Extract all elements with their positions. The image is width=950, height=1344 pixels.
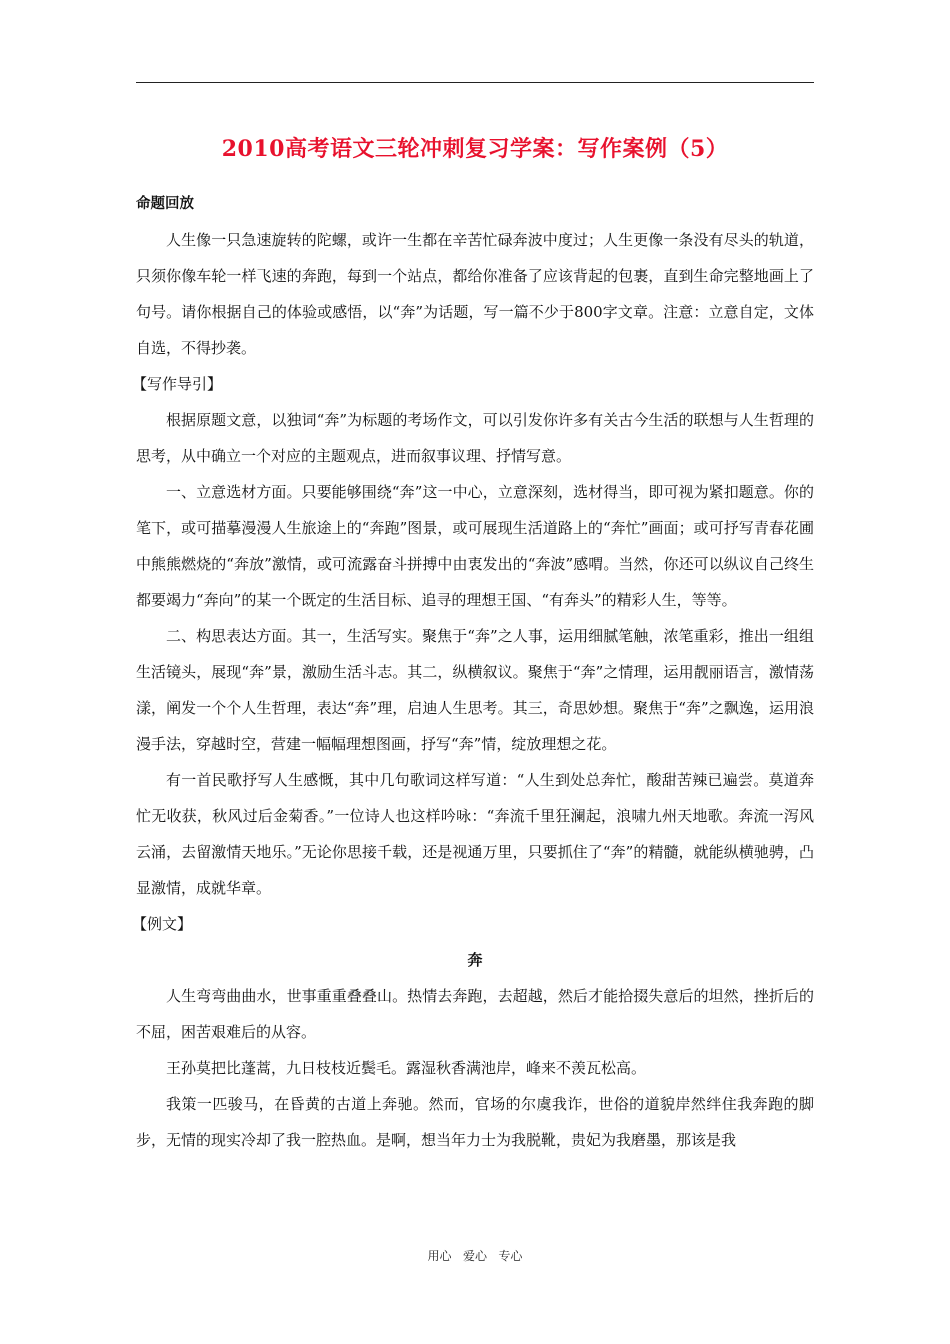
- essay-title: 奔: [467, 951, 483, 969]
- section-guide-label: 【写作导引】: [132, 375, 223, 393]
- document-body: [132, 186, 814, 1158]
- essay-paragraph-3: 我策一匹骏马，在昏黄的古道上奔驰。然而，官场的尔虞我诈，世俗的道貌岸然绊住我奔跑的脚步，无情的现实冷却了我一腔热血。是啊，想当年力士为我脱靴，贵妃为我磨墨，那该是我: [136, 1095, 814, 1149]
- document-title: 2010高考语文三轮冲刺复习学案：写作案例（5）: [221, 136, 729, 162]
- essay-paragraph-2: 王孙莫把比蓬蒿，九日枝枝近鬓毛。露湿秋香满池岸，峰来不羡瓦松高。: [166, 1059, 647, 1077]
- header-rule: [136, 82, 814, 83]
- guide-paragraph-1: 根据原题文意，以独词“奔”为标题的考场作文，可以引发你许多有关古今生活的联想与人生哲理的思考，从中确立一个对应的主题观点，进而叙事议理、抒情写意。: [136, 411, 814, 465]
- section-example-label: 【例文】: [132, 915, 193, 933]
- page-footer: 用心 爱心 专心: [427, 1249, 523, 1263]
- section-prompt-label: 命题回放: [136, 196, 194, 212]
- prompt-paragraph: 人生像一只急速旋转的陀螺，或许一生都在辛苦忙碌奔波中度过；人生更像一条没有尽头的轨道，只须你像车轮一样飞速的奔跑，每到一个站点，都给你准备了应该背起的包裹，直到生命完整地画上了句号。请你根据自己的体验或感悟，以“奔”为话题，写一篇不少于800字文章。注意：立意自定，文体自选，不得抄袭。: [136, 231, 814, 357]
- guide-paragraph-2: 一、立意选材方面。只要能够围绕“奔”这一中心，立意深刻，选材得当，即可视为紧扣题意。你的笔下，或可描摹漫漫人生旅途上的“奔跑”图景，或可展现生活道路上的“奔忙”画面；或可抒写青春花圃中熊熊燃烧的“奔放”激情，或可流露奋斗拼搏中由衷发出的“奔波”感喟。当然，你还可以纵议自己终生都要竭力“奔向”的某一个既定的生活目标、追寻的理想王国、“有奔头”的精彩人生，等等。: [136, 483, 814, 609]
- guide-paragraph-4: 有一首民歌抒写人生感慨，其中几句歌词这样写道：“人生到处总奔忙，酸甜苦辣已遍尝。莫道奔忙无收获，秋风过后金菊香。”一位诗人也这样吟咏：“奔流千里狂澜起，浪啸九州天地歌。奔流一泻风云涌，去留激情天地乐。”无论你思接千载，还是视通万里，只要抓住了“奔”的精髓，就能纵横驰骋，凸显激情，成就华章。: [136, 771, 814, 897]
- guide-paragraph-3: 二、构思表达方面。其一，生活写实。聚焦于“奔”之人事，运用细腻笔触，浓笔重彩，推出一组组生活镜头，展现“奔”景，激励生活斗志。其二，纵横叙议。聚焦于“奔”之情理，运用靓丽语言，激情荡漾，阐发一个个人生哲理，表达“奔”理，启迪人生思考。其三，奇思妙想。聚焦于“奔”之飘逸，运用浪漫手法，穿越时空，营建一幅幅理想图画，抒写“奔”情，绽放理想之花。: [136, 627, 814, 753]
- essay-paragraph-1: 人生弯弯曲曲水，世事重重叠叠山。热情去奔跑，去超越，然后才能拾掇失意后的坦然，挫折后的不屈，困苦艰难后的从容。: [136, 987, 814, 1041]
